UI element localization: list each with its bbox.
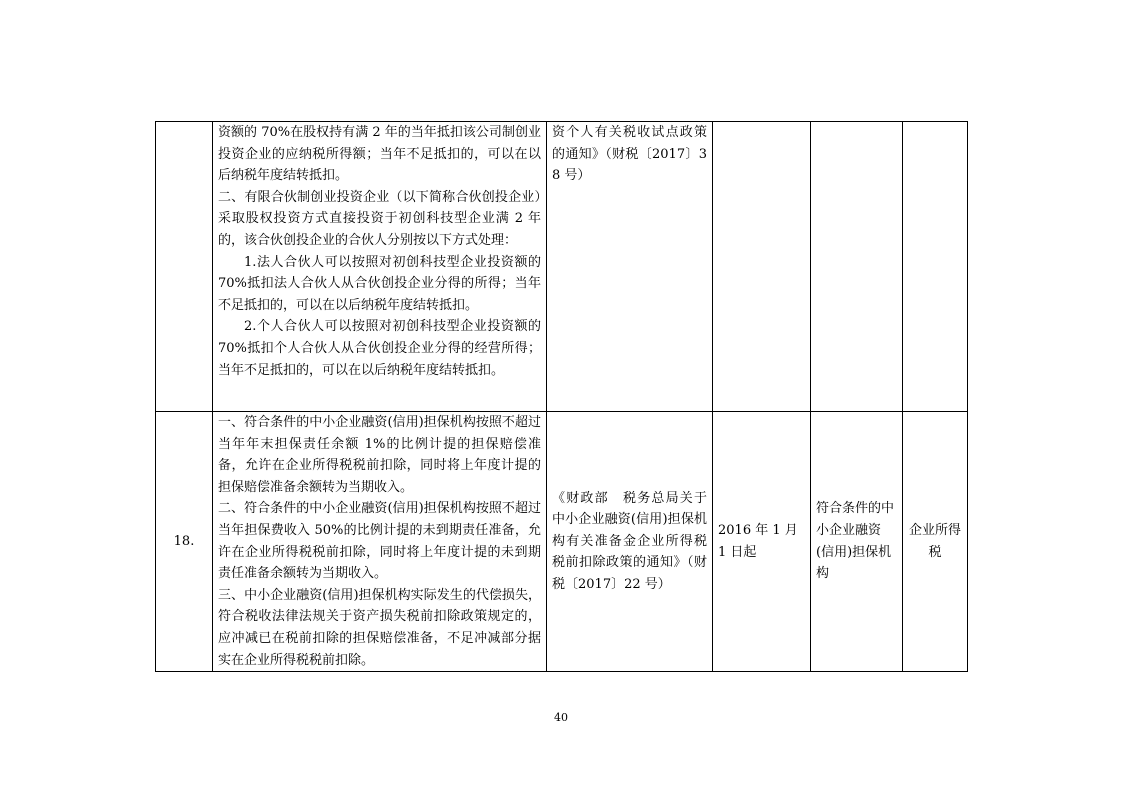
content-paragraph: 二、符合条件的中小企业融资(信用)担保机构按照不超过当年担保费收入 50%的比例计提的未到期责任准备，允许在企业所得税税前扣除，同时将上年度计提的未到期责任准备余额转为当期收入。 [218,501,541,582]
content-paragraph: 一、符合条件的中小企业融资(信用)担保机构按照不超过当年年末担保责任余额 1%的比例计提的担保赔偿准备，允许在企业所得税税前扣除，同时将上年度计提的担保赔偿准备余额转为当期收入。 [218,415,541,495]
page-number: 40 [554,711,568,724]
content-paragraph: 1.法人合伙人可以按照对初创科技型企业投资额的 70%抵扣法人合伙人从合伙创投企业分得的所得；当年不足抵扣的，可以在以后纳税年度结转抵扣。 [218,254,541,313]
content-paragraph: 三、中小企业融资(信用)担保机构实际发生的代偿损失，符合税收法律法规关于资产损失税前扣除政策规定的，应冲减已在税前扣除的担保赔偿准备，不足冲减部分据实在企业所得税税前扣除。 [218,587,541,668]
row-number-cell [156,122,213,412]
table-row [156,122,968,412]
document-text: 《财政部 税务总局关于中小企业融资(信用)担保机构有关准备金企业所得税税前扣除政策的通知》（财税〔2017〕22 号） [552,490,707,592]
content-paragraph: 二、有限合伙制创业投资企业（以下简称合伙创投企业）采取股权投资方式直接投资于初创科技型企业满 2 年的，该合伙创投企业的合伙人分别按以下方式处理： [218,189,541,248]
applicable-subject-cell [811,122,903,412]
content-paragraph: 2.个人合伙人可以按照对初创科技型企业投资额的 70%抵扣个人合伙人从合伙创投企业分得的经营所得；当年不足抵扣的，可以在以后纳税年度结转抵扣。 [218,319,541,378]
policy-content-cell [213,122,547,412]
table-row [156,412,968,672]
applicable-subject-cell: 符合条件的中小企业融资(信用)担保机构 [811,412,903,672]
policy-content-cell [213,412,547,672]
effective-date-cell: 2016 年 1 月 1 日起 [713,412,811,672]
policy-document-cell [547,122,713,412]
policy-document-cell [547,412,713,672]
tax-type-cell: 企业所得税 [903,412,968,672]
content-paragraph: 资额的 70%在股权持有满 2 年的当年抵扣该公司制创业投资企业的应纳税所得额；当年不足抵扣的，可以在以后纳税年度结转抵扣。 [218,125,541,184]
effective-date-cell [713,122,811,412]
row-number-cell: 18. [156,412,213,672]
policy-table [155,121,968,672]
tax-type-cell [903,122,968,412]
document-text: 资个人有关税收试点政策的通知》（财税〔2017〕38 号） [552,125,707,184]
